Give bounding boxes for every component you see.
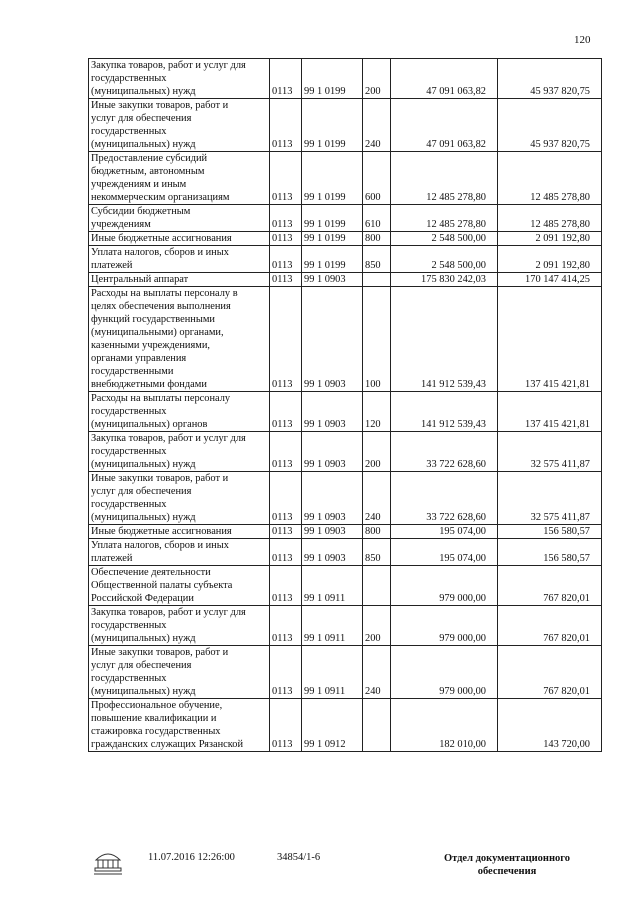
row-amount-executed: 45 937 820,75 xyxy=(498,99,602,152)
row-description-line: органами управления xyxy=(91,353,187,364)
row-amount-planned: 979 000,00 xyxy=(391,606,498,646)
row-description xyxy=(89,232,270,246)
row-description-line: Расходы на выплаты персоналу xyxy=(91,393,231,404)
row-description-line: (муниципальных) нужд xyxy=(91,512,196,523)
row-article: 99 1 0903 xyxy=(302,472,363,525)
row-description-line: платежей xyxy=(91,553,133,564)
row-section: 0113 xyxy=(270,232,302,246)
row-amount-planned: 2 548 500,00 xyxy=(391,246,498,273)
row-section: 0113 xyxy=(270,99,302,152)
row-description xyxy=(89,152,270,205)
row-section: 0113 xyxy=(270,432,302,472)
table-row xyxy=(89,525,602,539)
row-article: 99 1 0199 xyxy=(302,99,363,152)
row-amount-planned: 141 912 539,43 xyxy=(391,392,498,432)
row-amount-executed: 767 820,01 xyxy=(498,646,602,699)
row-expense-type: 800 xyxy=(363,525,391,539)
row-amount-executed: 12 485 278,80 xyxy=(498,205,602,232)
row-expense-type: 240 xyxy=(363,646,391,699)
row-description-line: Закупка товаров, работ и услуг для xyxy=(91,433,246,444)
row-amount-planned: 141 912 539,43 xyxy=(391,287,498,392)
row-section: 0113 xyxy=(270,646,302,699)
row-article: 99 1 0199 xyxy=(302,205,363,232)
row-article: 99 1 0903 xyxy=(302,539,363,566)
row-description xyxy=(89,99,270,152)
row-description-line: внебюджетными фондами xyxy=(91,379,207,390)
row-expense-type: 200 xyxy=(363,432,391,472)
row-amount-planned: 12 485 278,80 xyxy=(391,152,498,205)
row-article: 99 1 0903 xyxy=(302,432,363,472)
table-row xyxy=(89,566,602,606)
row-description-line: Расходы на выплаты персоналу в xyxy=(91,288,238,299)
row-amount-executed: 156 580,57 xyxy=(498,525,602,539)
row-description-line: государственных xyxy=(91,620,167,631)
table-row xyxy=(89,539,602,566)
table-row xyxy=(89,392,602,432)
row-expense-type: 600 xyxy=(363,152,391,205)
row-section: 0113 xyxy=(270,472,302,525)
row-amount-planned: 182 010,00 xyxy=(391,699,498,752)
row-description xyxy=(89,246,270,273)
row-description-line: Субсидии бюджетным xyxy=(91,206,191,217)
row-article: 99 1 0911 xyxy=(302,606,363,646)
table-body xyxy=(89,59,602,752)
row-article: 99 1 0903 xyxy=(302,392,363,432)
row-expense-type xyxy=(363,699,391,752)
table-row xyxy=(89,59,602,99)
row-expense-type: 200 xyxy=(363,59,391,99)
row-description-line: учреждениям xyxy=(91,219,151,230)
row-description xyxy=(89,539,270,566)
row-description-line: Иные закупки товаров, работ и xyxy=(91,100,229,111)
row-description-line: услуг для обеспечения xyxy=(91,486,192,497)
row-article: 99 1 0199 xyxy=(302,152,363,205)
row-section: 0113 xyxy=(270,59,302,99)
row-description-line: целях обеспечения выполнения xyxy=(91,301,231,312)
row-description xyxy=(89,646,270,699)
row-amount-planned: 33 722 628,60 xyxy=(391,472,498,525)
row-expense-type: 100 xyxy=(363,287,391,392)
row-section: 0113 xyxy=(270,246,302,273)
row-description-line: учреждениям и иным xyxy=(91,179,187,190)
row-amount-executed: 156 580,57 xyxy=(498,539,602,566)
row-amount-planned: 12 485 278,80 xyxy=(391,205,498,232)
row-description xyxy=(89,472,270,525)
budget-table xyxy=(88,58,602,752)
row-description-line: государственными xyxy=(91,366,174,377)
duma-emblem-icon xyxy=(92,846,124,876)
row-section: 0113 xyxy=(270,205,302,232)
row-amount-planned: 33 722 628,60 xyxy=(391,432,498,472)
row-description xyxy=(89,287,270,392)
row-description-line: (муниципальных) нужд xyxy=(91,686,196,697)
page-number: 120 xyxy=(574,34,591,46)
row-amount-executed: 32 575 411,87 xyxy=(498,472,602,525)
table-row xyxy=(89,287,602,392)
row-description-line: Закупка товаров, работ и услуг для xyxy=(91,607,246,618)
row-description-line: Обеспечение деятельности xyxy=(91,567,211,578)
row-article: 99 1 0199 xyxy=(302,246,363,273)
row-amount-executed: 2 091 192,80 xyxy=(498,246,602,273)
row-amount-executed: 143 720,00 xyxy=(498,699,602,752)
row-description-line: гражданских служащих Рязанской xyxy=(91,739,244,750)
row-description-line: услуг для обеспечения xyxy=(91,660,192,671)
row-section: 0113 xyxy=(270,566,302,606)
row-amount-executed: 767 820,01 xyxy=(498,606,602,646)
row-amount-planned: 195 074,00 xyxy=(391,525,498,539)
footer-department-line2: обеспечения xyxy=(477,866,537,877)
row-expense-type: 610 xyxy=(363,205,391,232)
row-description-line: Иные бюджетные ассигнования xyxy=(91,526,232,537)
row-section: 0113 xyxy=(270,699,302,752)
row-description-line: (муниципальных) нужд xyxy=(91,139,196,150)
table-row xyxy=(89,432,602,472)
row-expense-type: 850 xyxy=(363,539,391,566)
row-description-line: стажировка государственных xyxy=(91,726,221,737)
row-amount-planned: 979 000,00 xyxy=(391,566,498,606)
row-description-line: государственных xyxy=(91,73,167,84)
row-description xyxy=(89,59,270,99)
table-row xyxy=(89,152,602,205)
row-article: 99 1 0903 xyxy=(302,273,363,287)
row-expense-type: 240 xyxy=(363,472,391,525)
row-description-line: некоммерческим организациям xyxy=(91,192,230,203)
row-article: 99 1 0911 xyxy=(302,646,363,699)
row-expense-type: 120 xyxy=(363,392,391,432)
row-description-line: Закупка товаров, работ и услуг для xyxy=(91,60,246,71)
row-amount-planned: 2 548 500,00 xyxy=(391,232,498,246)
row-description-line: функций государственными xyxy=(91,314,215,325)
row-article: 99 1 0903 xyxy=(302,525,363,539)
row-section: 0113 xyxy=(270,273,302,287)
row-description-line: Уплата налогов, сборов и иных xyxy=(91,247,229,258)
table-row xyxy=(89,246,602,273)
row-description-line: Иные бюджетные ассигнования xyxy=(91,233,232,244)
table-row xyxy=(89,646,602,699)
row-description-line: Уплата налогов, сборов и иных xyxy=(91,540,229,551)
row-section: 0113 xyxy=(270,152,302,205)
row-description-line: Профессиональное обучение, xyxy=(91,700,223,711)
row-description-line: (муниципальными) органами, xyxy=(91,327,224,338)
row-description xyxy=(89,525,270,539)
row-description-line: Иные закупки товаров, работ и xyxy=(91,647,229,658)
footer-department xyxy=(442,852,572,878)
row-article: 99 1 0199 xyxy=(302,59,363,99)
row-article: 99 1 0199 xyxy=(302,232,363,246)
table-row xyxy=(89,606,602,646)
row-expense-type: 850 xyxy=(363,246,391,273)
row-description-line: (муниципальных) нужд xyxy=(91,633,196,644)
row-amount-executed: 170 147 414,25 xyxy=(498,273,602,287)
row-description-line: государственных xyxy=(91,499,167,510)
row-description-line: Иные закупки товаров, работ и xyxy=(91,473,229,484)
row-description-line: бюджетным, автономным xyxy=(91,166,205,177)
row-section: 0113 xyxy=(270,606,302,646)
row-expense-type: 200 xyxy=(363,606,391,646)
row-amount-planned: 979 000,00 xyxy=(391,646,498,699)
table-row xyxy=(89,232,602,246)
row-expense-type xyxy=(363,566,391,606)
row-description xyxy=(89,392,270,432)
row-section: 0113 xyxy=(270,392,302,432)
row-section: 0113 xyxy=(270,525,302,539)
footer-department-line1: Отдел документационного xyxy=(443,853,571,864)
row-amount-planned: 175 830 242,03 xyxy=(391,273,498,287)
row-amount-executed: 12 485 278,80 xyxy=(498,152,602,205)
row-amount-executed: 137 415 421,81 xyxy=(498,287,602,392)
row-description xyxy=(89,432,270,472)
row-description-line: Общественной палаты субъекта xyxy=(91,580,233,591)
row-amount-planned: 47 091 063,82 xyxy=(391,59,498,99)
row-description-line: казенными учреждениями, xyxy=(91,340,210,351)
row-amount-executed: 2 091 192,80 xyxy=(498,232,602,246)
footer-datetime: 11.07.2016 12:26:00 xyxy=(148,852,235,863)
row-amount-planned: 195 074,00 xyxy=(391,539,498,566)
row-description-line: Предоставление субсидий xyxy=(91,153,208,164)
row-expense-type: 240 xyxy=(363,99,391,152)
row-section: 0113 xyxy=(270,287,302,392)
table-row xyxy=(89,472,602,525)
row-description-line: (муниципальных) нужд xyxy=(91,86,196,97)
footer-doc-number: 34854/1-6 xyxy=(277,852,321,863)
table-row xyxy=(89,205,602,232)
row-expense-type xyxy=(363,273,391,287)
row-amount-planned: 47 091 063,82 xyxy=(391,99,498,152)
row-description-line: государственных xyxy=(91,673,167,684)
row-description-line: государственных xyxy=(91,126,167,137)
row-description-line: государственных xyxy=(91,446,167,457)
row-article: 99 1 0912 xyxy=(302,699,363,752)
row-description-line: платежей xyxy=(91,260,133,271)
row-section: 0113 xyxy=(270,539,302,566)
table-row xyxy=(89,699,602,752)
row-description-line: (муниципальных) органов xyxy=(91,419,208,430)
row-expense-type: 800 xyxy=(363,232,391,246)
row-description xyxy=(89,606,270,646)
row-description-line: повышение квалификации и xyxy=(91,713,217,724)
row-description-line: Российской Федерации xyxy=(91,593,194,604)
row-article: 99 1 0911 xyxy=(302,566,363,606)
row-amount-executed: 767 820,01 xyxy=(498,566,602,606)
row-description-line: Центральный аппарат xyxy=(91,274,189,285)
row-amount-executed: 137 415 421,81 xyxy=(498,392,602,432)
row-amount-executed: 32 575 411,87 xyxy=(498,432,602,472)
row-description xyxy=(89,699,270,752)
row-amount-executed: 45 937 820,75 xyxy=(498,59,602,99)
table-row xyxy=(89,273,602,287)
row-description-line: (муниципальных) нужд xyxy=(91,459,196,470)
row-description-line: государственных xyxy=(91,406,167,417)
row-description xyxy=(89,566,270,606)
row-description xyxy=(89,273,270,287)
row-description xyxy=(89,205,270,232)
table-row xyxy=(89,99,602,152)
row-description-line: услуг для обеспечения xyxy=(91,113,192,124)
row-article: 99 1 0903 xyxy=(302,287,363,392)
